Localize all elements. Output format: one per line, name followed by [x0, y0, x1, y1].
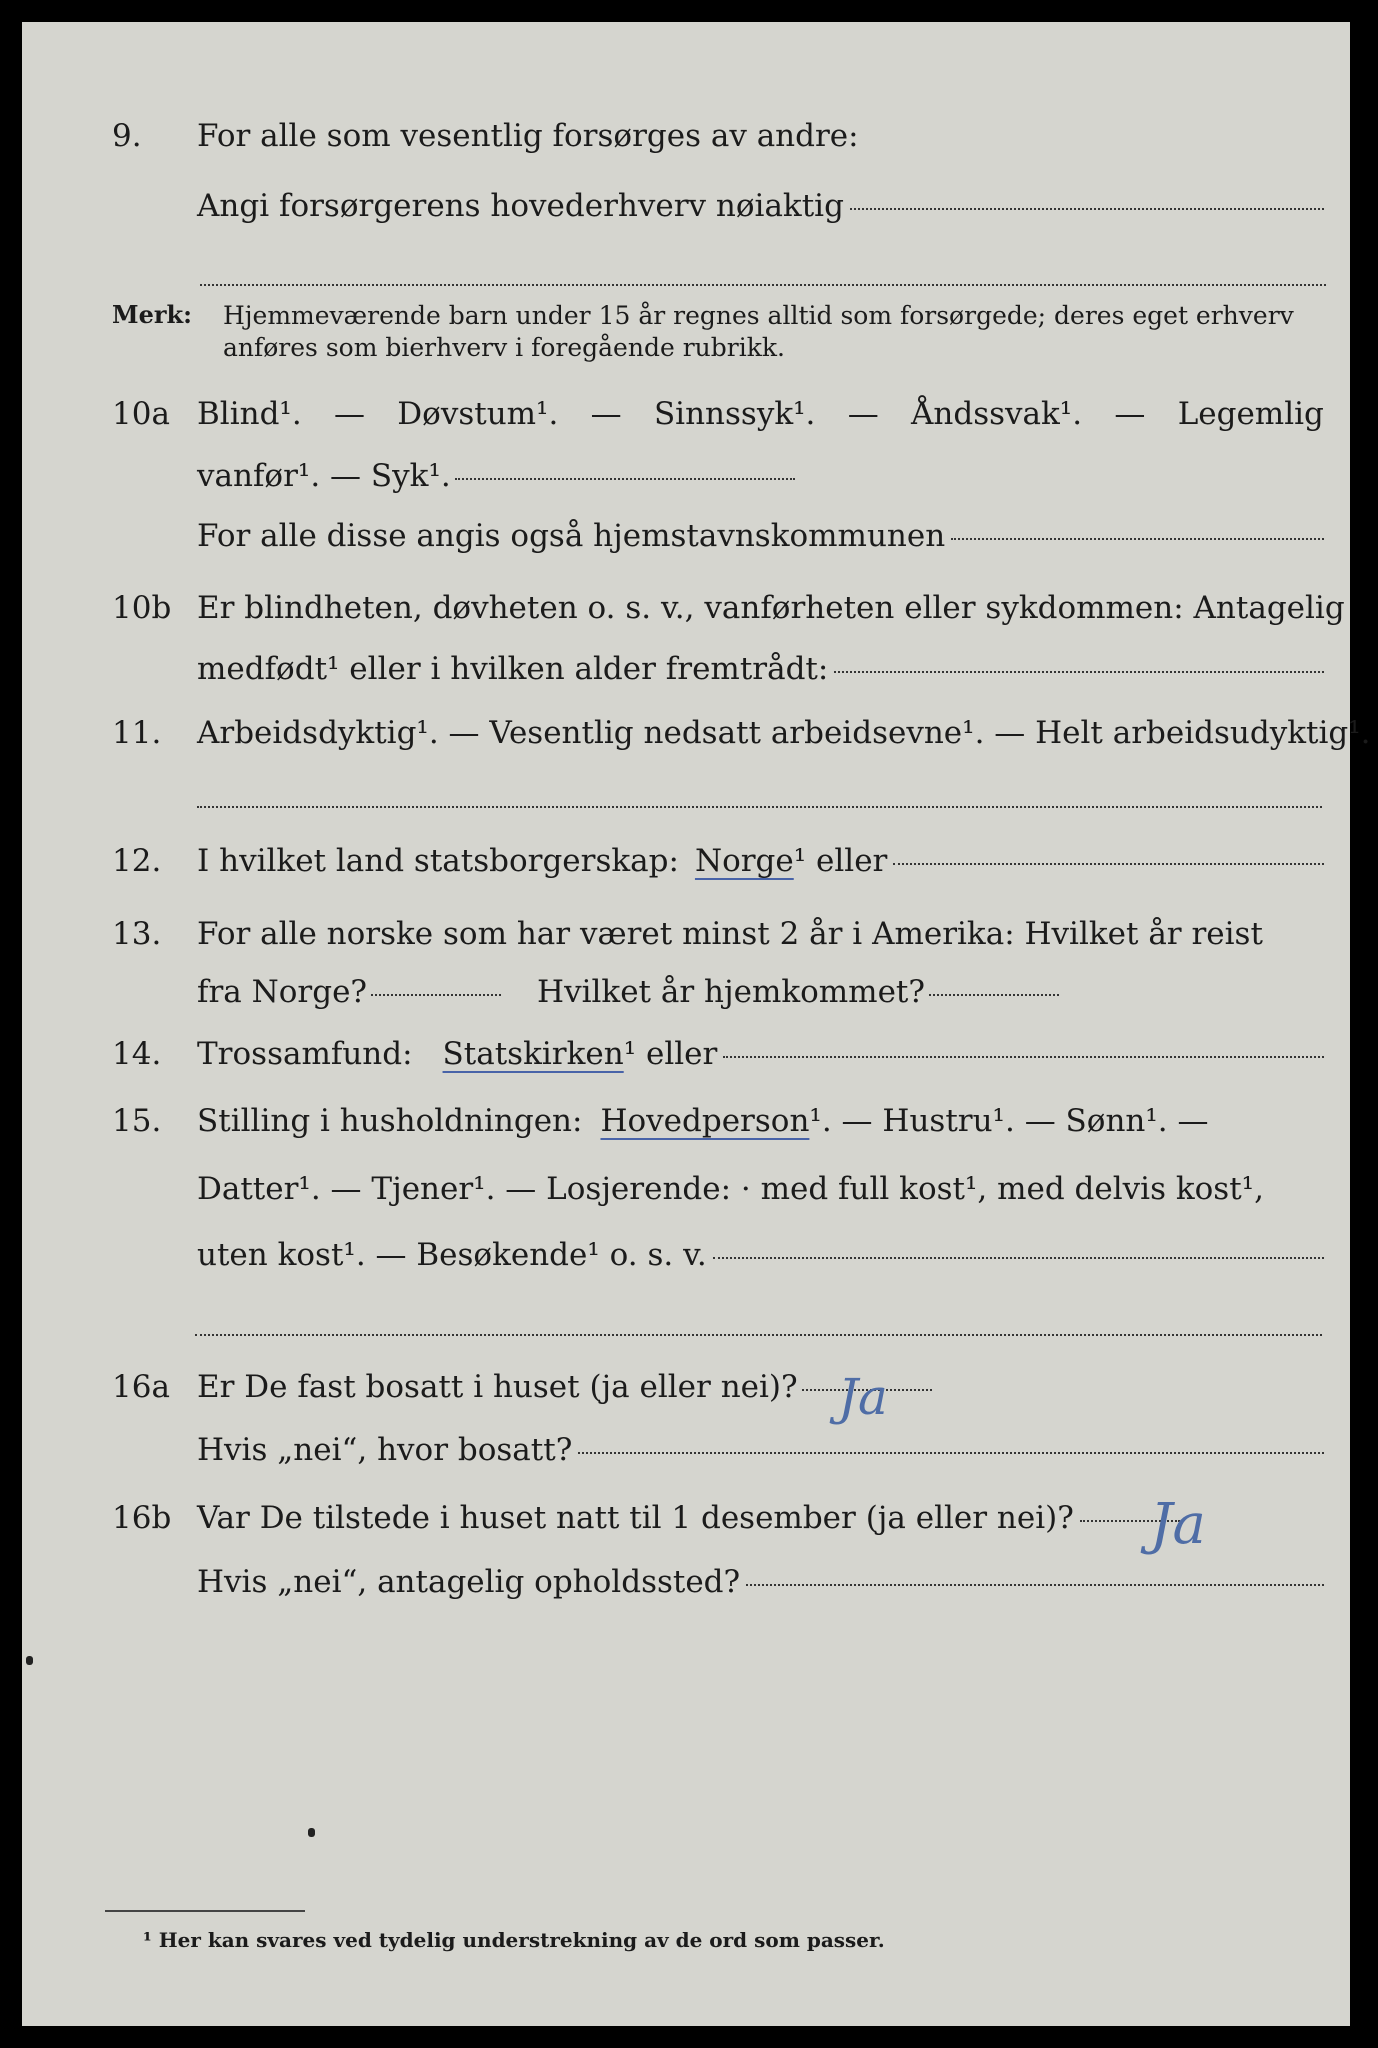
q10a-answer-line[interactable]	[455, 478, 795, 480]
q9-answer-line-2[interactable]	[200, 284, 1326, 286]
q10b-number: 10b	[112, 590, 172, 626]
footnote-rule	[105, 1910, 305, 1912]
q10a-number: 10a	[112, 396, 170, 432]
q11-number: 11.	[112, 715, 162, 751]
q9-prompt: Angi forsørgerens hovederhverv nøiaktig	[197, 188, 844, 224]
q10b-prompt: medfødt¹ eller i hvilken alder fremtrådt:	[197, 651, 829, 687]
q15-answer-line-2[interactable]	[195, 1334, 1322, 1336]
paper-speck	[26, 1656, 33, 1665]
q15-options-3[interactable]: uten kost¹. — Besøkende¹ o. s. v.	[197, 1237, 707, 1273]
option-andssvak[interactable]: Åndssvak¹.	[911, 396, 1083, 432]
option-legemlig[interactable]: Legemlig	[1177, 396, 1324, 432]
q14-prompt: Trossamfund:	[197, 1036, 413, 1072]
q9-number: 9.	[112, 118, 142, 154]
option-sinnssyk[interactable]: Sinnssyk¹.	[653, 396, 816, 432]
q16b-opholdssted-line[interactable]	[746, 1584, 1324, 1586]
q9-text: For alle som vesentlig forsørges av andre:	[197, 118, 859, 154]
q11-text[interactable]: Arbeidsdyktig¹. — Vesentlig nedsatt arbeidsevne¹. — Helt arbeidsudyktig¹.	[197, 715, 1371, 751]
q16a-bosatt-prompt: Hvis „nei“, hvor bosatt?	[197, 1432, 573, 1468]
q16b-opholdssted-prompt: Hvis „nei“, antagelig opholdssted?	[197, 1564, 741, 1600]
q16a-number: 16a	[112, 1369, 170, 1405]
q15-prompt: Stilling i husholdningen:	[197, 1103, 583, 1139]
q10a-hjemstavn-line[interactable]	[951, 538, 1324, 540]
q11-answer-line[interactable]	[197, 806, 1322, 808]
q10b-text: Er blindheten, døvheten o. s. v., vanførheten eller sykdommen: Antagelig	[197, 590, 1345, 626]
option-norge[interactable]: Norge	[694, 843, 794, 879]
merk-line-1: Hjemmeværende barn under 15 år regnes alltid som forsørgede; deres eget erhverv	[223, 301, 1294, 330]
option-hovedperson[interactable]: Hovedperson	[600, 1103, 810, 1139]
merk-line-2: anføres som bierhverv i foregående rubrikk.	[223, 333, 785, 362]
q13-reist-line[interactable]	[371, 994, 501, 996]
merk-label: Merk:	[112, 300, 192, 329]
q14-eller: ¹ eller	[623, 1036, 718, 1072]
q12-number: 12.	[112, 843, 162, 879]
q16b-number: 16b	[112, 1500, 172, 1536]
q10a-prompt: For alle disse angis også hjemstavnskommunen	[197, 518, 946, 554]
q13-number: 13.	[112, 916, 162, 952]
q10b-answer-line[interactable]	[834, 671, 1324, 673]
option-statskirken[interactable]: Statskirken	[442, 1036, 624, 1072]
paper-speck	[308, 1828, 315, 1837]
q9-answer-line[interactable]	[850, 208, 1324, 210]
q12-answer-line[interactable]	[893, 863, 1324, 865]
option-dovstum[interactable]: Døvstum¹.	[397, 396, 559, 432]
q12-eller: ¹ eller	[793, 843, 888, 879]
q16b-handwritten-answer: Ja	[1150, 1492, 1206, 1557]
q16b-prompt: Var De tilstede i huset natt til 1 desember (ja eller nei)?	[197, 1500, 1074, 1536]
footnote: ¹ Her kan svares ved tydelig understrekning av de ord som passer.	[143, 1928, 885, 1952]
q15-answer-line[interactable]	[713, 1257, 1324, 1259]
option-vanfor-syk[interactable]: vanfør¹. — Syk¹.	[197, 458, 451, 494]
option-blind[interactable]: Blind¹.	[197, 396, 302, 432]
q14-answer-line[interactable]	[723, 1056, 1324, 1058]
q15-number: 15.	[112, 1103, 162, 1139]
q13-reist-prompt: fra Norge?	[197, 974, 368, 1010]
q16a-prompt: Er De fast bosatt i huset (ja eller nei)?	[197, 1369, 798, 1405]
q13-hjemkommet-prompt: Hvilket år hjemkommet?	[537, 974, 926, 1010]
q12-prompt: I hvilket land statsborgerskap:	[197, 843, 679, 879]
q16a-bosatt-line[interactable]	[578, 1452, 1324, 1454]
q14-number: 14.	[112, 1036, 162, 1072]
q16a-handwritten-answer: Ja	[838, 1368, 888, 1426]
q13-text: For alle norske som har været minst 2 år i Amerika: Hvilket år reist	[197, 916, 1263, 952]
q15-options[interactable]: ¹. — Hustru¹. — Sønn¹. —	[809, 1103, 1209, 1139]
q15-options-2[interactable]: Datter¹. — Tjener¹. — Losjerende: · med full kost¹, med delvis kost¹,	[197, 1171, 1264, 1207]
q13-hjemkommet-line[interactable]	[929, 994, 1059, 996]
